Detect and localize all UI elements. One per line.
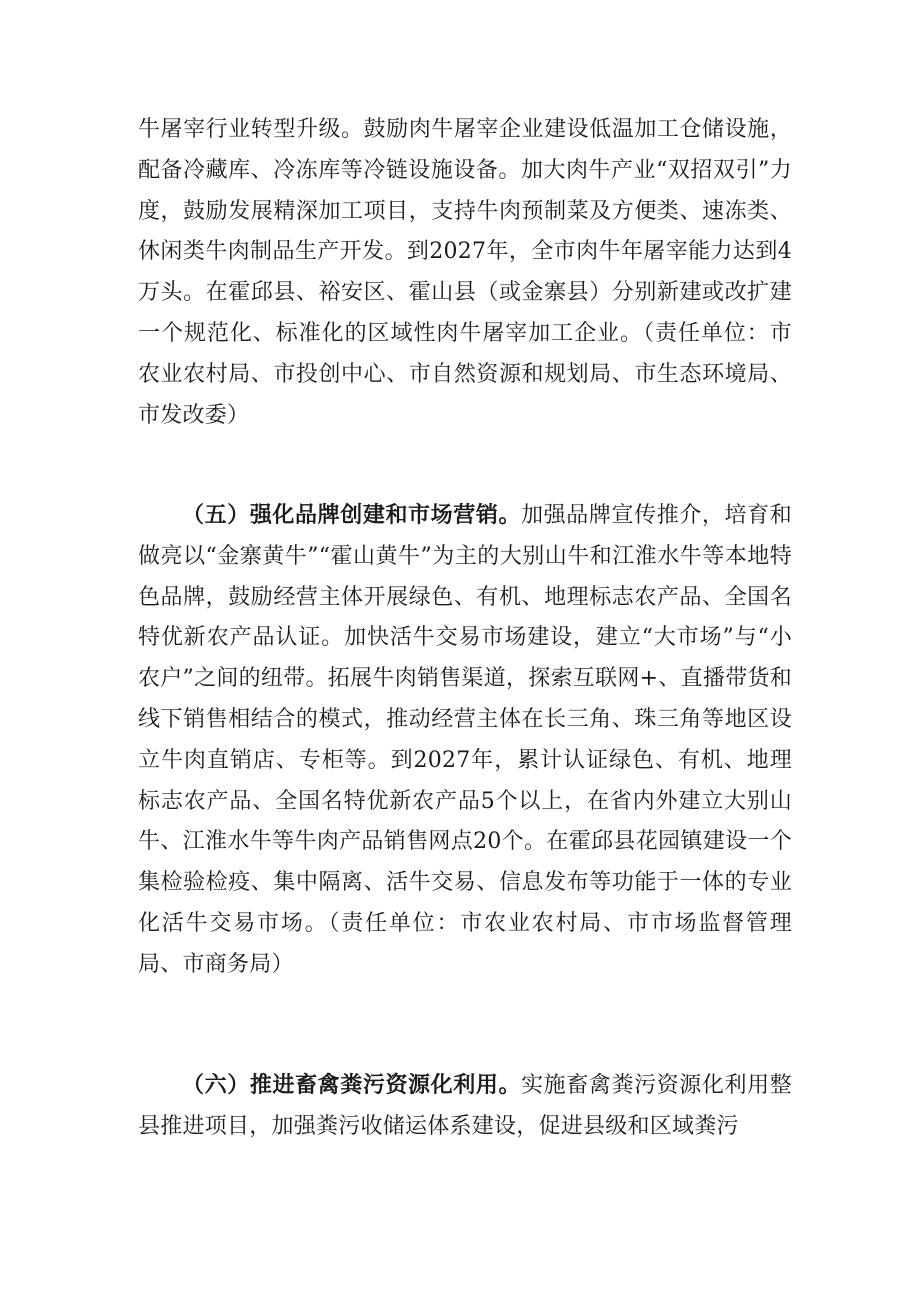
paragraph-3 <box>138 1065 792 1148</box>
paragraph-3-heading: （六）推进畜禽粪污资源化利用。 <box>182 1072 522 1098</box>
paragraph-2-heading: （五）强化品牌创建和市场营销。 <box>182 502 522 528</box>
paragraph-2 <box>138 495 792 986</box>
paragraph-1-text: 牛屠宰行业转型升级。鼓励肉牛屠宰企业建设低温加工仓储设施，配备冷藏库、冷冻库等冷链设施设备。加大肉牛产业“双招双引”力度，鼓励发展精深加工项目，支持牛肉预制菜及方便类、速冻类、休闲类牛肉制品生产开发。到2027年，全市肉牛年屠宰能力达到4万头。在霍邱县、裕安区、霍山县（或金寨县）分别新建或改扩建一个规范化、标准化的区域性肉牛屠宰加工企业。（责任单位：市农业农村局、市投创中心、市自然资源和规划局、市生态环境局、市发改委） <box>138 117 792 428</box>
paragraph-1 <box>138 110 792 436</box>
paragraph-3-text: 实施畜禽粪污资源化利用整县推进项目，加强粪污收储运体系建设，促进县级和区域粪污 <box>138 1073 792 1139</box>
paragraph-2-text: 加强品牌宣传推介，培育和做亮以“金寨黄牛”“霍山黄牛”为主的大别山牛和江淮水牛等本地特色品牌，鼓励经营主体开展绿色、有机、地理标志农产品、全国名特优新农产品认证。加快活牛交易市场建设，建立“大市场”与“小农户”之间的纽带。拓展牛肉销售渠道，探索互联网+、直播带货和线下销售相结合的模式，推动经营主体在长三角、珠三角等地区设立牛肉直销店、专柜等。到2027年，累计认证绿色、有机、地理标志农产品、全国名特优新农产品5个以上，在省内外建立大别山牛、江淮水牛等牛肉产品销售网点20个。在霍邱县花园镇建设一个集检验检疫、集中隔离、活牛交易、信息发布等功能于一体的专业化活牛交易市场。（责任单位：市农业农村局、市市场监督管理局、市商务局） <box>138 503 792 977</box>
